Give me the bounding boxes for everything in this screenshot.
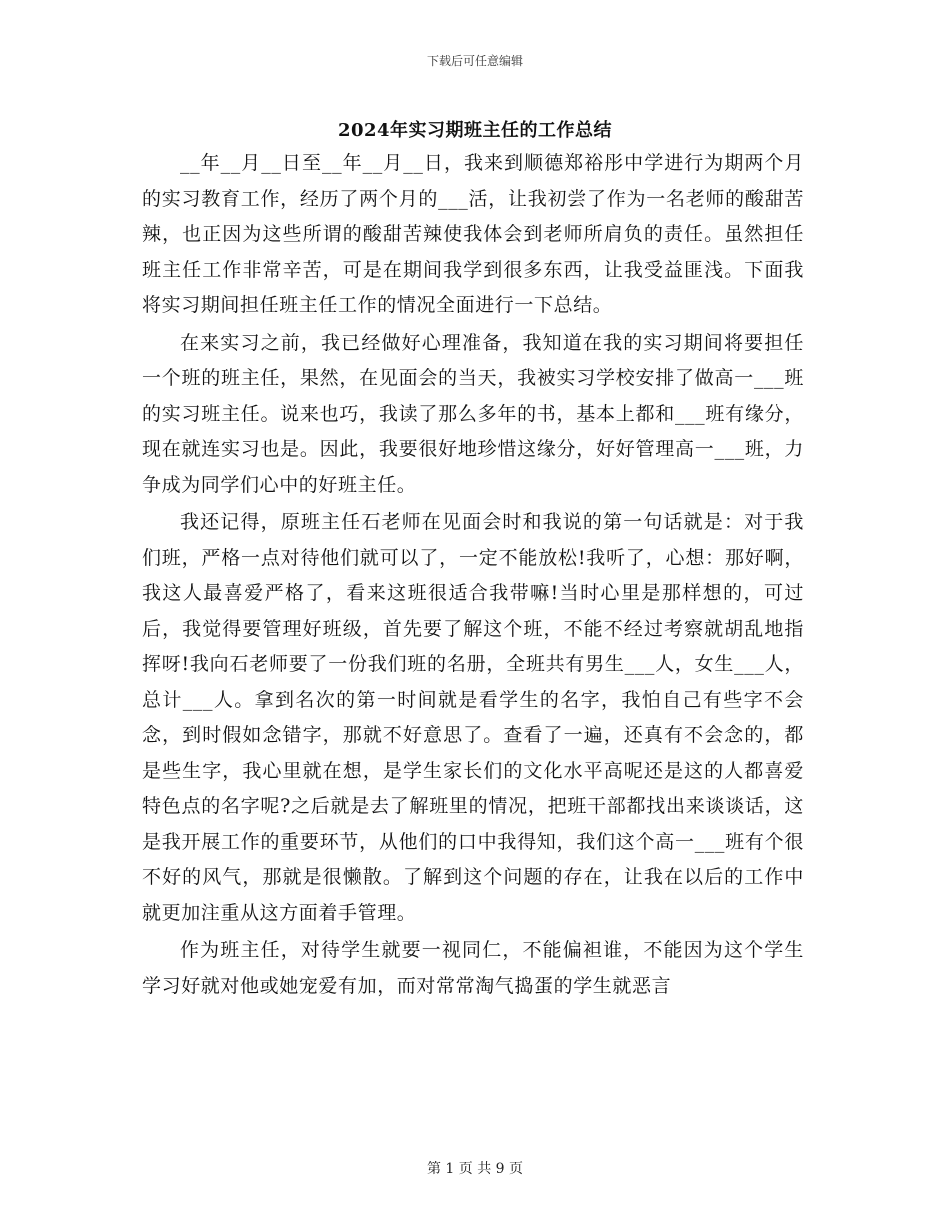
- paragraph-1: __年__月__日至__年__月__日，我来到顺德郑裕彤中学进行为期两个月的实习教育工作，经历了两个月的___活，让我初尝了作为一名老师的酸甜苦辣，也正因为这些所谓的酸甜苦辣使我体会到老师所肩负的责任。虽然担任班主任工作非常辛苦，可是在期间我学到很多东西，让我受益匪浅。下面我将实习期间担任班主任工作的情况全面进行一下总结。: [142, 152, 804, 316]
- paragraph-4: 作为班主任，对待学生就要一视同仁，不能偏袒谁，不能因为这个学生学习好就对他或她宠爱有加，而对常常淘气捣蛋的学生就恶言: [142, 939, 804, 997]
- document-title: 2024年实习期班主任的工作总结: [337, 120, 613, 141]
- paragraph-2: 在来实习之前，我已经做好心理准备，我知道在我的实习期间将要担任一个班的班主任，果然，在见面会的当天，我被实习学校安排了做高一___班的实习班主任。说来也巧，我读了那么多年的书，基本上都和___班有缘分，现在就连实习也是。因此，我要很好地珍惜这缘分，好好管理高一___班，力争成为同学们心中的好班主任。: [142, 331, 804, 496]
- document-body: [142, 146, 804, 1006]
- paragraph-3: 我还记得，原班主任石老师在见面会时和我说的第一句话就是：对于我们班，严格一点对待他们就可以了，一定不能放松!我听了，心想：那好啊，我这人最喜爱严格了，看来这班很适合我带嘛!当时心里是那样想的，可过后，我觉得要管理好班级，首先要了解这个班，不能不经过考察就胡乱地指挥呀!我向石老师要了一份我们班的名册，全班共有男生___人，女生___人，总计___人。拿到名次的第一时间就是看学生的名字，我怕自己有些字不会念，到时假如念错字，那就不好意思了。查看了一遍，还真有不会念的，都是些生字，我心里就在想，是学生家长们的文化水平高呢还是这的人都喜爱特色点的名字呢?之后就是去了解班里的情况，把班干部都找出来谈谈话，这是我开展工作的重要环节，从他们的口中我得知，我们这个高一___班有个很不好的风气，那就是很懒散。了解到这个问题的存在，让我在以后的工作中就更加注重从这方面着手管理。: [142, 511, 804, 924]
- page-footer: 第 1 页 共 9 页: [426, 1161, 524, 1177]
- page-header: 下载后可任意编辑: [426, 54, 523, 68]
